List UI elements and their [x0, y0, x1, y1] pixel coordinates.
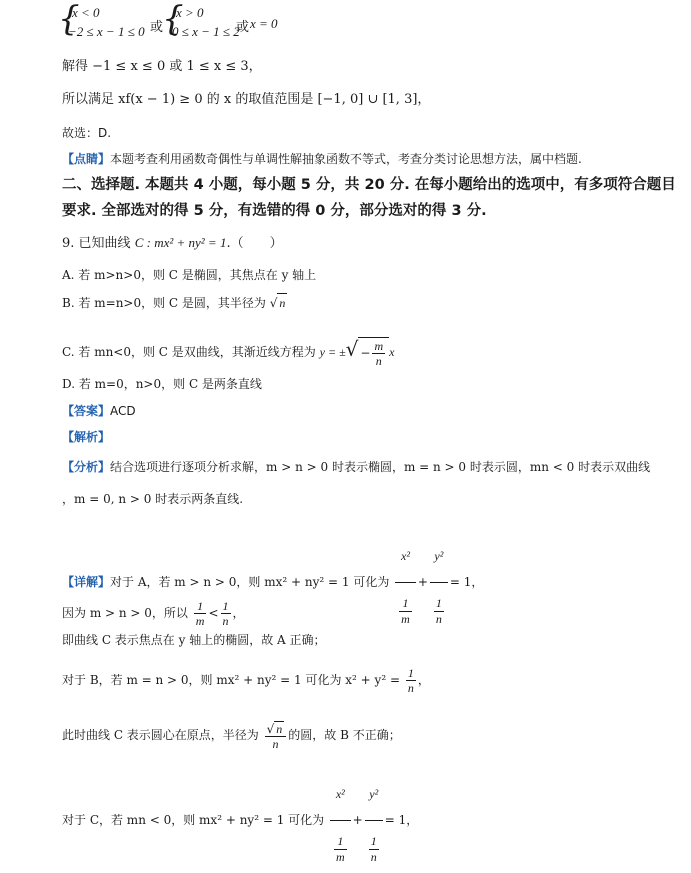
- section-heading-line-1: 二、选择题. 本题共 4 小题，每小题 5 分，共 20 分. 在每小题给出的选项中，有多项符合题目: [62, 177, 676, 193]
- one: 1: [435, 595, 442, 610]
- 1-over-n: [221, 599, 231, 628]
- detail-b2-line: [62, 717, 401, 753]
- q9-option-c-text: C. 若 mn<0，则 C 是双曲线，其渐近线方程为: [62, 345, 316, 359]
- n: n: [272, 736, 279, 751]
- n: n: [407, 681, 414, 695]
- q9-option-b-radicand: n: [277, 293, 287, 312]
- one: 1: [334, 833, 347, 850]
- y2-over-1n: [430, 530, 448, 635]
- detail-b-line: [62, 663, 430, 697]
- detail-tag: 【详解】: [62, 575, 111, 589]
- m: m: [335, 849, 345, 864]
- right-brace: {: [162, 0, 184, 39]
- q9-stem: [62, 234, 283, 253]
- m-over-n-frac: [372, 339, 385, 368]
- 1-over-m: [194, 599, 207, 628]
- a-conclusion-line: 即曲线 C 表示焦点在 y 轴上的椭圆，故 A 正确；: [62, 633, 326, 647]
- sqrt-n-over-n: [265, 721, 287, 751]
- sqrt-symbol: √: [269, 296, 278, 310]
- one: 1: [407, 666, 414, 680]
- n: n: [276, 721, 283, 736]
- x2: x²: [395, 530, 416, 583]
- q9-option-d: D. 若 m=0，n>0，则 C 是两条直线: [62, 377, 262, 391]
- q9-option-c: [62, 334, 394, 368]
- x2: x²: [330, 768, 351, 821]
- minus-sign: −: [360, 346, 371, 360]
- choose-line: 故选：D.: [62, 126, 112, 140]
- analysis-tag: 【解析】: [62, 430, 111, 444]
- or-2: 或: [236, 19, 250, 34]
- because-text: 因为 m > n > 0，所以: [62, 606, 188, 620]
- y2: y²: [430, 530, 448, 583]
- q9-stem-eq: C : mx² + ny² = 1: [134, 235, 227, 250]
- q9-option-c-x: x: [389, 345, 395, 359]
- fenxi-line-2: ，m = 0, n > 0 时表示两条直线.: [62, 492, 244, 506]
- one: 1: [370, 833, 377, 848]
- or-1: 或: [150, 19, 164, 34]
- m: m: [195, 614, 205, 628]
- answer-value: ACD: [110, 404, 136, 418]
- fenxi-tag: 【分析】: [62, 460, 111, 474]
- frac-den: n: [375, 354, 382, 368]
- plus: +: [352, 813, 363, 827]
- q9-option-c-lhs: y = ±: [319, 345, 346, 359]
- plus: +: [417, 575, 428, 589]
- comma: ，: [232, 606, 245, 620]
- one: 1: [399, 595, 412, 612]
- solve-line: 解得 −1 ≤ x ≤ 0 或 1 ≤ x ≤ 3，: [62, 59, 262, 74]
- one: 1: [194, 599, 207, 614]
- system-tail: x = 0: [250, 16, 278, 31]
- fenxi-line-1: [62, 458, 650, 476]
- condition-system: [58, 2, 358, 42]
- section-heading-line-2: 要求. 全部选对的得 5 分，有选错的得 0 分，部分选对的得 3 分.: [62, 203, 487, 219]
- equals-one: = 1，: [384, 813, 419, 827]
- comma: ，: [417, 673, 430, 687]
- equals-one: = 1，: [449, 575, 484, 589]
- pointer-tag: 【点睛】: [62, 152, 111, 166]
- pointer-paragraph: [62, 150, 582, 168]
- pointer-text: 本题考查利用函数奇偶性与单调性解抽象函数不等式，考查分类讨论思想方法，属中档题.: [110, 152, 582, 166]
- right-row-2: 0 ≤ x − 1 ≤ 2: [172, 24, 240, 39]
- n: n: [435, 611, 442, 626]
- x2-over-1m: [330, 768, 351, 873]
- x2-over-1m: [395, 530, 416, 635]
- sqrt-symbol: √: [345, 337, 359, 361]
- n: n: [222, 614, 229, 628]
- fenxi-text-1: 结合选项进行逐项分析求解，m > n > 0 时表示椭圆，m = n > 0 时表示圆，mn < 0 时表示双曲线: [110, 460, 651, 474]
- detail-c-text: 对于 C，若 mn < 0，则 mx² + ny² = 1 可化为: [62, 813, 325, 827]
- n: n: [370, 849, 377, 864]
- detail-b2-post: 的圆，故 B 不正确；: [288, 728, 401, 742]
- detail-a-text: 对于 A，若 m > n > 0，则 mx² + ny² = 1 可化为: [110, 575, 390, 589]
- q9-stem-pre: 9. 已知曲线: [62, 236, 131, 251]
- less-than: <: [208, 606, 219, 620]
- left-brace: {: [58, 0, 80, 39]
- answer-line: [62, 402, 136, 420]
- q9-option-b-text: B. 若 m=n>0，则 C 是圆，其半径为: [62, 296, 266, 310]
- frac-num: m: [374, 339, 384, 353]
- detail-b2-pre: 此时曲线 C 表示圆心在原点，半径为: [62, 728, 259, 742]
- range-line: 所以满足 xf(x − 1) ≥ 0 的 x 的取值范围是 [−1, 0] ∪ [1, 3]，: [62, 92, 431, 107]
- q9-stem-post: .（ ）: [226, 236, 283, 251]
- right-row-1: x > 0: [176, 5, 204, 20]
- sqrt-symbol: √: [266, 721, 275, 736]
- q9-option-c-radicand: [358, 337, 389, 368]
- left-row-1: x < 0: [72, 5, 100, 20]
- detail-c-line: [62, 768, 418, 873]
- answer-tag: 【答案】: [62, 404, 111, 418]
- y2-over-1n: [365, 768, 383, 873]
- detail-b-text: 对于 B，若 m = n > 0，则 mx² + ny² = 1 可化为 x² + y² =: [62, 673, 400, 687]
- one: 1: [222, 599, 229, 613]
- q9-option-b: [62, 293, 287, 312]
- q9-option-a: A. 若 m>n>0，则 C 是椭圆，其焦点在 y 轴上: [62, 268, 317, 282]
- y2: y²: [365, 768, 383, 821]
- 1-over-n: [406, 666, 416, 695]
- m: m: [401, 611, 410, 626]
- left-row-2: −2 ≤ x − 1 ≤ 0: [68, 24, 145, 39]
- because-line: [62, 596, 245, 630]
